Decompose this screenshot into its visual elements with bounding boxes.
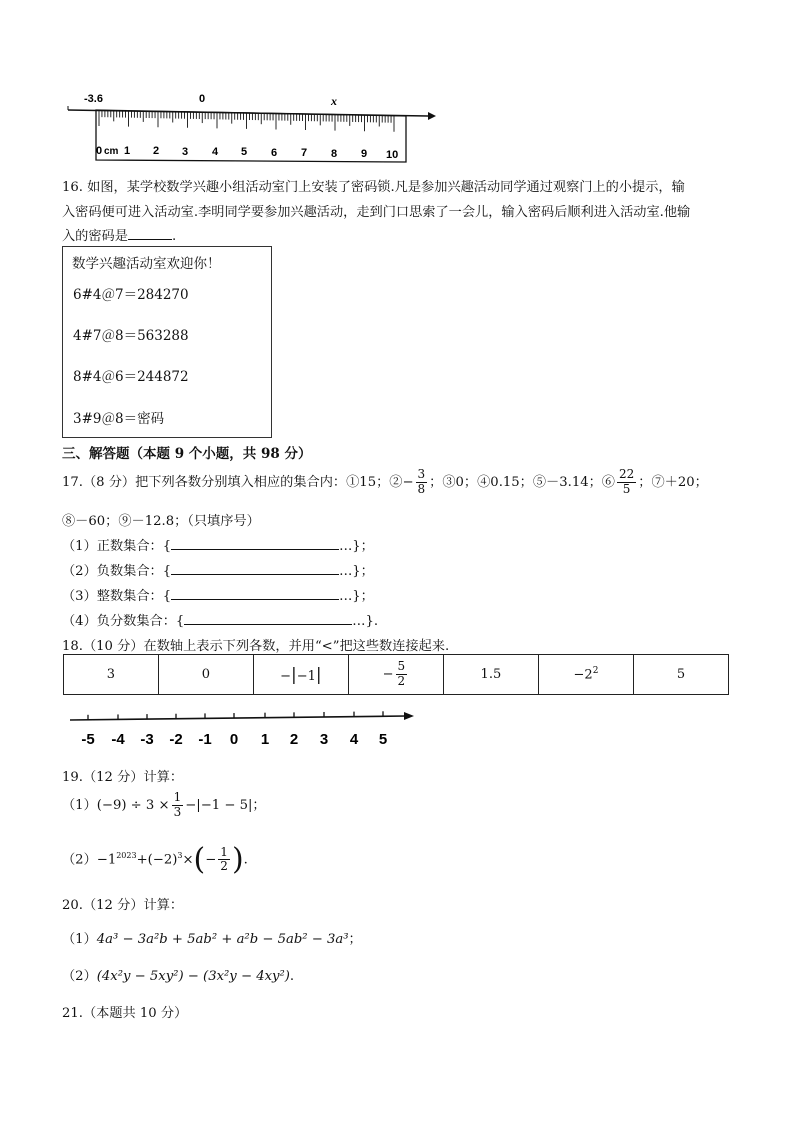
q16-line3-text: 入的密码是 [62,229,128,244]
q17-mid2: ；⑦＋20； [638,475,708,490]
q19-p1-end: ； [252,798,266,813]
q18-text: 18.（10 分）在数轴上表示下列各数，并用“<”把这些数连接起来. [62,639,450,654]
q17-f2-den: 8 [417,482,426,496]
ruler-scale-7: 7 [301,147,308,159]
frac-den: 2 [397,674,406,688]
password-row-3: 8#4＠6＝244872 [73,369,189,385]
frac-den: 3 [173,805,182,819]
ruler-label-zero: 0 [199,93,206,105]
password-hint-box [62,246,272,438]
q17-f6-num: 22 [618,467,635,482]
set-end: …}； [339,564,374,579]
minus-sign: − [205,852,217,868]
q17-lead: 17.（8 分）把下列各数分别填入相应的集合内：①15；② [62,475,403,490]
ruler-scale-6: 6 [271,147,278,159]
q21-title: 21.（本题共 10 分） [62,1006,188,1021]
ruler-scale-cm: cm [104,146,119,157]
frac-num: 5 [397,659,406,674]
password-box-title: 数学兴趣活动室欢迎你！ [72,256,221,272]
q17-f6-den: 5 [622,482,631,496]
abs-inner: −1 [296,668,316,684]
q19-part1 [62,786,266,826]
table-cell: 0 [158,655,253,695]
set-end: …}； [339,589,374,604]
q17-f2-num: 3 [417,467,426,482]
set-label: （2）负数集合：{ [62,564,172,579]
axis-label: 1 [260,731,270,748]
section-heading: 三、解答题（本题 9 个小题，共 98 分） [62,446,312,462]
q17-set-3 [62,585,374,604]
ruler-scale-3: 3 [182,146,189,158]
times-sign: × [182,852,194,868]
password-row-2: 4#7＠8＝563288 [73,328,189,344]
part-label: （2） [62,969,97,984]
abs-bar: | [315,664,322,685]
set-end: …}； [339,539,374,554]
password-row-4: 3#9＠8＝密码 [73,411,165,427]
table-cell: 1.5 [443,655,538,695]
part-label: （2） [62,852,97,868]
ruler-scale-10: 10 [386,149,399,161]
q17-mid1: ；③0；④0.15；⑤－3.14；⑥ [429,475,615,490]
set-blank [184,612,352,625]
set-blank [171,587,339,600]
frac-den: 2 [220,859,228,874]
answer-blank [128,227,172,240]
q17-line2: ⑧－60；⑨－12.8；（只填序号） [62,514,260,529]
axis-label: 3 [319,731,329,748]
frac-num: 1 [220,844,228,859]
q20-p1-expr: 4a³ − 3a²b + 5ab² + a²b − 5ab² − 3a³ [96,932,349,947]
table-cell: 5 [634,655,729,695]
q19-p2-fraction [218,846,230,875]
axis-label: -1 [198,731,212,748]
q17-set-2 [62,560,374,579]
ruler-scale-2: 2 [153,145,160,157]
big-paren: ( [193,841,206,877]
axis-label: 0 [229,731,239,748]
q20-part1 [62,928,362,947]
ruler-scale-8: 8 [331,148,338,160]
q19-p1-expr-a: (−9) ÷ 3 × [96,798,170,813]
minus-sign: − [280,668,291,684]
q20-p1-end: ； [348,932,362,947]
axis-label: 5 [378,731,388,748]
exponent: 3 [177,851,183,860]
power-base: −2 [573,667,593,683]
q17-fraction-6 [617,468,636,497]
part-label: （1） [62,932,97,947]
q17-line1 [62,463,708,503]
q17-minus: − [402,475,414,490]
big-paren: ) [231,841,244,877]
part-label: （1） [62,798,97,813]
q19-p2-end: . [243,852,248,868]
axis-label: -3 [140,731,154,748]
ruler-label-x: x [331,94,337,108]
ruler-scale-1: 1 [124,145,131,157]
q19-part2 [62,836,248,880]
exponent: 2023 [116,851,137,860]
q19-p1-expr-b: −|−1 − 5| [185,798,253,813]
set-label: （4）负分数集合：{ [62,614,185,629]
axis-label: -4 [111,731,125,748]
q19-title: 19.（12 分）计算： [62,770,184,785]
ruler-scale-9: 9 [361,148,368,160]
ruler-label-neg36: -3.6 [84,93,103,105]
abs-bar: | [290,664,297,685]
table-cell-abs [253,655,348,695]
set-label: （3）整数集合：{ [62,589,172,604]
q20-title: 20.（12 分）计算： [62,898,184,913]
table-cell-power [538,655,633,695]
axis-label: -5 [81,731,95,748]
password-row-1: 6#4＠7＝284270 [73,287,189,303]
q19-p1-fraction [172,791,184,820]
axis-label: 4 [349,731,359,748]
table-cell: 3 [64,655,159,695]
q18-number-table [63,654,729,695]
q16-line2: 入密码便可进入活动室.李明同学要参加兴趣活动，走到门口思索了一会儿，输入密码后顺利进入活动室.他输 [62,205,691,220]
number-line [66,706,420,750]
q19-p2-expr-a: −1 [96,852,117,868]
ruler-scale-5: 5 [241,146,248,158]
ruler-scale-4: 4 [212,146,219,158]
fraction [396,660,408,689]
axis-label: -2 [169,731,183,748]
set-end: …}. [352,614,379,629]
q20-p2-expr: (4x²y − 5xy²) − (3x²y − 4xy²) [96,969,290,984]
frac-num: 1 [173,790,182,805]
axis-label: 2 [289,731,299,748]
q20-p2-end: . [289,969,295,984]
ruler-scale-0: 0 [96,145,103,157]
q16-line3-end: . [171,229,177,244]
ruler-figure [66,88,436,168]
set-blank [171,562,339,575]
q16-line3 [62,225,176,244]
q19-p2-expr-b: +(−2) [136,852,178,868]
q20-part2 [62,965,294,984]
minus-sign: − [382,667,394,682]
q17-set-4 [62,610,378,629]
q16-line1: 16. 如图，某学校数学兴趣小组活动室门上安装了密码锁.凡是参加兴趣活动同学通过观察门上的小提示，输 [62,180,685,195]
table-cell-fraction [348,655,443,695]
power-exp: 2 [592,666,599,677]
q17-fraction-2 [416,468,428,497]
set-label: （1）正数集合：{ [62,539,172,554]
q17-set-1 [62,535,374,554]
set-blank [171,537,339,550]
